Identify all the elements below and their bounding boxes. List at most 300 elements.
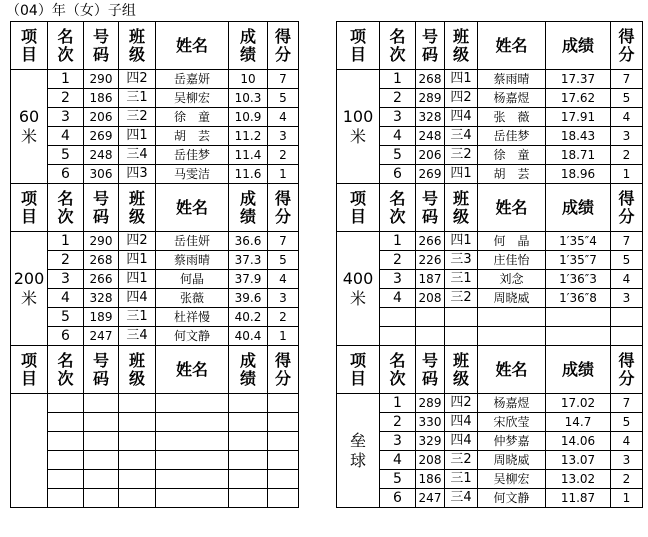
number-cell: 247 (84, 327, 119, 346)
number-cell: 248 (416, 127, 445, 146)
name-cell (478, 327, 546, 346)
header-name: 姓名 (156, 22, 229, 70)
event-cell (337, 232, 380, 346)
header-event (11, 346, 48, 394)
class-cell (119, 470, 156, 489)
class-cell: 三4 (445, 489, 478, 508)
header-points-line-2: 分 (618, 368, 635, 388)
header-number-line-1: 号 (421, 26, 438, 46)
name-cell: 吴柳宏 (478, 470, 546, 489)
number-cell: 269 (84, 127, 119, 146)
result-cell: 18.71 (546, 146, 611, 165)
name-cell (156, 470, 229, 489)
event-label-line-1: 60 (18, 106, 40, 126)
points-cell (268, 470, 299, 489)
header-rank (380, 184, 416, 232)
table-row (11, 394, 299, 413)
class-cell: 四1 (445, 165, 478, 184)
header-number (84, 184, 119, 232)
header-number-line-1: 号 (421, 188, 438, 208)
header-result (229, 346, 268, 394)
header-result: 成绩 (546, 346, 611, 394)
number-cell: 329 (416, 432, 445, 451)
name-cell: 岳佳妍 (156, 232, 229, 251)
rank-cell: 3 (380, 108, 416, 127)
table-row (11, 108, 299, 127)
class-cell: 三4 (119, 146, 156, 165)
rank-cell: 4 (380, 451, 416, 470)
header-row (11, 184, 299, 232)
table-row (11, 232, 299, 251)
header-event-line-1: 项 (20, 26, 37, 46)
result-cell: 36.6 (229, 232, 268, 251)
event-cell (11, 232, 48, 346)
header-class (119, 184, 156, 232)
number-cell: 208 (416, 289, 445, 308)
number-cell: 226 (416, 251, 445, 270)
event-cell (11, 394, 48, 508)
number-cell (84, 394, 119, 413)
rank-cell (48, 451, 84, 470)
rank-cell: 2 (380, 413, 416, 432)
name-cell: 刘念 (478, 270, 546, 289)
table-row (11, 413, 299, 432)
number-cell (416, 308, 445, 327)
number-cell: 187 (416, 270, 445, 289)
rank-cell (48, 394, 84, 413)
header-number (416, 184, 445, 232)
result-cell: 10.9 (229, 108, 268, 127)
result-cell: 40.4 (229, 327, 268, 346)
points-cell: 7 (611, 70, 643, 89)
header-class (445, 22, 478, 70)
points-cell: 5 (611, 89, 643, 108)
header-result-line-1: 成 (239, 350, 256, 370)
sheet-title: （04）年（女）子组 (6, 3, 136, 19)
header-rank-line-2: 次 (389, 44, 406, 64)
header-result-line-2: 绩 (239, 206, 256, 226)
table-row (11, 308, 299, 327)
name-cell: 何文静 (478, 489, 546, 508)
header-class (445, 184, 478, 232)
points-cell (268, 451, 299, 470)
points-cell: 2 (268, 308, 299, 327)
name-cell: 周晓威 (478, 289, 546, 308)
class-cell: 三4 (445, 127, 478, 146)
table-row (337, 89, 643, 108)
name-cell: 何文静 (156, 327, 229, 346)
header-event-line-1: 项 (20, 350, 37, 370)
rank-cell (48, 413, 84, 432)
table-row (11, 70, 299, 89)
points-cell: 4 (611, 108, 643, 127)
header-rank-line-2: 次 (57, 206, 74, 226)
header-row (11, 346, 299, 394)
number-cell: 328 (416, 108, 445, 127)
name-cell (156, 489, 229, 508)
table-row (337, 251, 643, 270)
name-cell: 岳嘉妍 (156, 70, 229, 89)
class-cell: 四2 (119, 232, 156, 251)
rank-cell: 3 (48, 270, 84, 289)
result-cell: 1′35″4 (546, 232, 611, 251)
result-cell: 10 (229, 70, 268, 89)
table-row (337, 327, 643, 346)
result-cell (546, 308, 611, 327)
header-rank-line-1: 名 (57, 26, 74, 46)
header-points-line-2: 分 (274, 368, 291, 388)
header-class-line-2: 级 (128, 368, 145, 388)
number-cell (84, 489, 119, 508)
number-cell: 289 (416, 394, 445, 413)
points-cell: 7 (268, 232, 299, 251)
header-result-line-2: 绩 (239, 44, 256, 64)
number-cell: 290 (84, 70, 119, 89)
result-cell: 11.4 (229, 146, 268, 165)
result-cell: 1′36″8 (546, 289, 611, 308)
class-cell (119, 489, 156, 508)
header-number-line-2: 码 (421, 368, 438, 388)
name-cell (156, 413, 229, 432)
rank-cell: 6 (48, 327, 84, 346)
header-points (268, 184, 299, 232)
class-cell (119, 394, 156, 413)
header-number-line-2: 码 (92, 206, 109, 226)
header-class-line-2: 级 (452, 368, 469, 388)
class-cell: 三1 (445, 470, 478, 489)
class-cell: 四1 (445, 70, 478, 89)
name-cell: 蔡雨晴 (478, 70, 546, 89)
name-cell (478, 308, 546, 327)
header-points-line-2: 分 (274, 44, 291, 64)
class-cell (119, 451, 156, 470)
points-cell: 3 (268, 127, 299, 146)
header-class (119, 22, 156, 70)
table-row (337, 146, 643, 165)
header-event-line-1: 项 (349, 188, 366, 208)
result-cell: 17.62 (546, 89, 611, 108)
class-cell: 四4 (445, 108, 478, 127)
rank-cell: 6 (380, 165, 416, 184)
header-event (337, 22, 380, 70)
rank-cell: 1 (48, 70, 84, 89)
points-cell: 7 (611, 394, 643, 413)
header-points-line-1: 得 (618, 188, 635, 208)
header-points-line-2: 分 (618, 206, 635, 226)
table-row (337, 432, 643, 451)
result-cell: 11.87 (546, 489, 611, 508)
result-cell: 17.37 (546, 70, 611, 89)
number-cell: 248 (84, 146, 119, 165)
name-cell: 胡 芸 (478, 165, 546, 184)
result-cell: 14.06 (546, 432, 611, 451)
result-cell: 13.07 (546, 451, 611, 470)
header-class-line-1: 班 (128, 188, 145, 208)
header-number-line-1: 号 (92, 350, 109, 370)
header-result-line-2: 绩 (239, 368, 256, 388)
class-cell: 四1 (445, 232, 478, 251)
header-name: 姓名 (156, 346, 229, 394)
result-cell: 17.02 (546, 394, 611, 413)
points-cell: 1 (268, 165, 299, 184)
points-cell (268, 432, 299, 451)
table-row (337, 451, 643, 470)
result-cell: 40.2 (229, 308, 268, 327)
event-label-line-1: 200 (13, 268, 45, 288)
rank-cell: 1 (48, 232, 84, 251)
header-class-line-2: 级 (128, 44, 145, 64)
class-cell: 四4 (119, 289, 156, 308)
class-cell (119, 413, 156, 432)
header-event-line-2: 目 (20, 44, 37, 64)
table-row (11, 89, 299, 108)
event-label-line-2: 球 (349, 450, 366, 470)
points-cell: 3 (611, 451, 643, 470)
class-cell (445, 308, 478, 327)
number-cell: 247 (416, 489, 445, 508)
number-cell (84, 432, 119, 451)
points-cell: 3 (611, 127, 643, 146)
left-results-table (10, 21, 299, 508)
header-event-line-2: 目 (349, 206, 366, 226)
header-result (229, 22, 268, 70)
rank-cell: 1 (380, 232, 416, 251)
header-event-line-2: 目 (349, 368, 366, 388)
name-cell: 仲梦嘉 (478, 432, 546, 451)
event-label-line-1: 400 (342, 268, 374, 288)
rank-cell: 2 (48, 251, 84, 270)
result-cell: 1′36″3 (546, 270, 611, 289)
header-event-line-1: 项 (20, 188, 37, 208)
rank-cell (48, 432, 84, 451)
header-result: 成绩 (546, 184, 611, 232)
result-cell (229, 413, 268, 432)
table-row (11, 432, 299, 451)
class-cell: 四1 (119, 270, 156, 289)
header-class-line-1: 班 (128, 350, 145, 370)
result-cell (229, 470, 268, 489)
header-rank-line-1: 名 (389, 188, 406, 208)
result-cell (229, 432, 268, 451)
points-cell: 3 (268, 289, 299, 308)
header-result: 成绩 (546, 22, 611, 70)
header-points (268, 346, 299, 394)
event-label-line-1: 垒 (349, 430, 366, 450)
header-class-line-2: 级 (452, 206, 469, 226)
name-cell: 杨嘉煜 (478, 89, 546, 108)
header-rank-line-1: 名 (389, 350, 406, 370)
right-results-table (336, 21, 643, 508)
points-cell: 4 (611, 432, 643, 451)
rank-cell: 2 (380, 251, 416, 270)
class-cell: 三2 (445, 451, 478, 470)
rank-cell: 2 (48, 89, 84, 108)
points-cell (268, 413, 299, 432)
header-event (11, 22, 48, 70)
header-rank-line-2: 次 (57, 368, 74, 388)
name-cell: 何晶 (156, 270, 229, 289)
name-cell: 岳佳梦 (478, 127, 546, 146)
header-class (119, 346, 156, 394)
rank-cell: 6 (48, 165, 84, 184)
table-row (11, 470, 299, 489)
header-name: 姓名 (478, 22, 546, 70)
header-class-line-2: 级 (452, 44, 469, 64)
name-cell: 岳佳梦 (156, 146, 229, 165)
points-cell: 5 (611, 251, 643, 270)
table-row (11, 127, 299, 146)
header-points (611, 346, 643, 394)
class-cell (445, 327, 478, 346)
name-cell (156, 451, 229, 470)
rank-cell: 4 (380, 127, 416, 146)
class-cell: 三2 (445, 289, 478, 308)
rank-cell: 3 (380, 432, 416, 451)
rank-cell: 1 (380, 70, 416, 89)
result-cell: 37.9 (229, 270, 268, 289)
table-row (11, 270, 299, 289)
result-cell (229, 394, 268, 413)
header-row (337, 184, 643, 232)
event-cell (11, 70, 48, 184)
result-cell: 11.2 (229, 127, 268, 146)
number-cell: 266 (416, 232, 445, 251)
header-rank-line-1: 名 (57, 188, 74, 208)
number-cell: 186 (84, 89, 119, 108)
name-cell: 周晓威 (478, 451, 546, 470)
header-points-line-1: 得 (274, 188, 291, 208)
name-cell: 徐 童 (156, 108, 229, 127)
points-cell: 5 (268, 251, 299, 270)
rank-cell: 5 (380, 146, 416, 165)
header-class-line-2: 级 (128, 206, 145, 226)
header-result (229, 184, 268, 232)
number-cell: 268 (416, 70, 445, 89)
event-label-line-2: 米 (349, 126, 366, 146)
class-cell: 四3 (119, 165, 156, 184)
rank-cell: 5 (48, 308, 84, 327)
event-label-line-2: 米 (20, 288, 37, 308)
points-cell: 2 (611, 470, 643, 489)
result-cell (546, 327, 611, 346)
name-cell: 杜祥慢 (156, 308, 229, 327)
table-row (11, 451, 299, 470)
header-row (337, 346, 643, 394)
table-row (337, 289, 643, 308)
table-row (337, 308, 643, 327)
points-cell (611, 308, 643, 327)
rank-cell: 4 (48, 289, 84, 308)
result-cell (229, 451, 268, 470)
rank-cell (48, 489, 84, 508)
header-number (416, 346, 445, 394)
rank-cell: 4 (380, 289, 416, 308)
result-cell: 18.43 (546, 127, 611, 146)
class-cell: 三1 (445, 270, 478, 289)
header-class-line-1: 班 (128, 26, 145, 46)
number-cell (84, 413, 119, 432)
header-points-line-2: 分 (274, 206, 291, 226)
number-cell: 328 (84, 289, 119, 308)
result-cell: 18.96 (546, 165, 611, 184)
header-points (611, 184, 643, 232)
points-cell: 2 (611, 146, 643, 165)
name-cell: 蔡雨晴 (156, 251, 229, 270)
name-cell (156, 432, 229, 451)
header-class (445, 346, 478, 394)
name-cell: 何 晶 (478, 232, 546, 251)
header-row (11, 22, 299, 70)
class-cell: 三1 (119, 308, 156, 327)
header-event (11, 184, 48, 232)
class-cell: 四2 (445, 89, 478, 108)
number-cell (416, 327, 445, 346)
number-cell: 186 (416, 470, 445, 489)
number-cell: 206 (84, 108, 119, 127)
header-event-line-2: 目 (349, 44, 366, 64)
points-cell: 5 (268, 89, 299, 108)
header-points-line-1: 得 (618, 350, 635, 370)
rank-cell: 4 (48, 127, 84, 146)
table-row (337, 165, 643, 184)
number-cell: 290 (84, 232, 119, 251)
header-number-line-2: 码 (92, 368, 109, 388)
number-cell: 268 (84, 251, 119, 270)
header-number-line-1: 号 (92, 26, 109, 46)
rank-cell (48, 470, 84, 489)
number-cell (84, 451, 119, 470)
header-event-line-2: 目 (20, 206, 37, 226)
header-number (84, 22, 119, 70)
points-cell: 7 (268, 70, 299, 89)
event-label-line-2: 米 (20, 126, 37, 146)
number-cell: 306 (84, 165, 119, 184)
result-cell: 37.3 (229, 251, 268, 270)
header-class-line-1: 班 (452, 188, 469, 208)
rank-cell (380, 327, 416, 346)
points-cell (268, 394, 299, 413)
rank-cell: 2 (380, 89, 416, 108)
header-number (84, 346, 119, 394)
header-rank-line-2: 次 (389, 206, 406, 226)
points-cell: 3 (611, 289, 643, 308)
header-number (416, 22, 445, 70)
rank-cell: 1 (380, 394, 416, 413)
points-cell (268, 489, 299, 508)
header-rank-line-2: 次 (57, 44, 74, 64)
header-name: 姓名 (156, 184, 229, 232)
header-result-line-1: 成 (239, 188, 256, 208)
name-cell: 杨嘉煜 (478, 394, 546, 413)
class-cell: 三2 (445, 146, 478, 165)
result-cell: 1′35″7 (546, 251, 611, 270)
header-points-line-1: 得 (274, 26, 291, 46)
table-row (337, 70, 643, 89)
event-cell (337, 70, 380, 184)
rank-cell: 3 (380, 270, 416, 289)
header-event (337, 346, 380, 394)
result-cell: 10.3 (229, 89, 268, 108)
header-number-line-1: 号 (421, 350, 438, 370)
points-cell: 5 (611, 413, 643, 432)
rank-cell (380, 308, 416, 327)
class-cell: 四1 (119, 127, 156, 146)
number-cell (84, 470, 119, 489)
name-cell: 宋欣莹 (478, 413, 546, 432)
header-number-line-2: 码 (92, 44, 109, 64)
points-cell: 2 (268, 146, 299, 165)
rank-cell: 6 (380, 489, 416, 508)
